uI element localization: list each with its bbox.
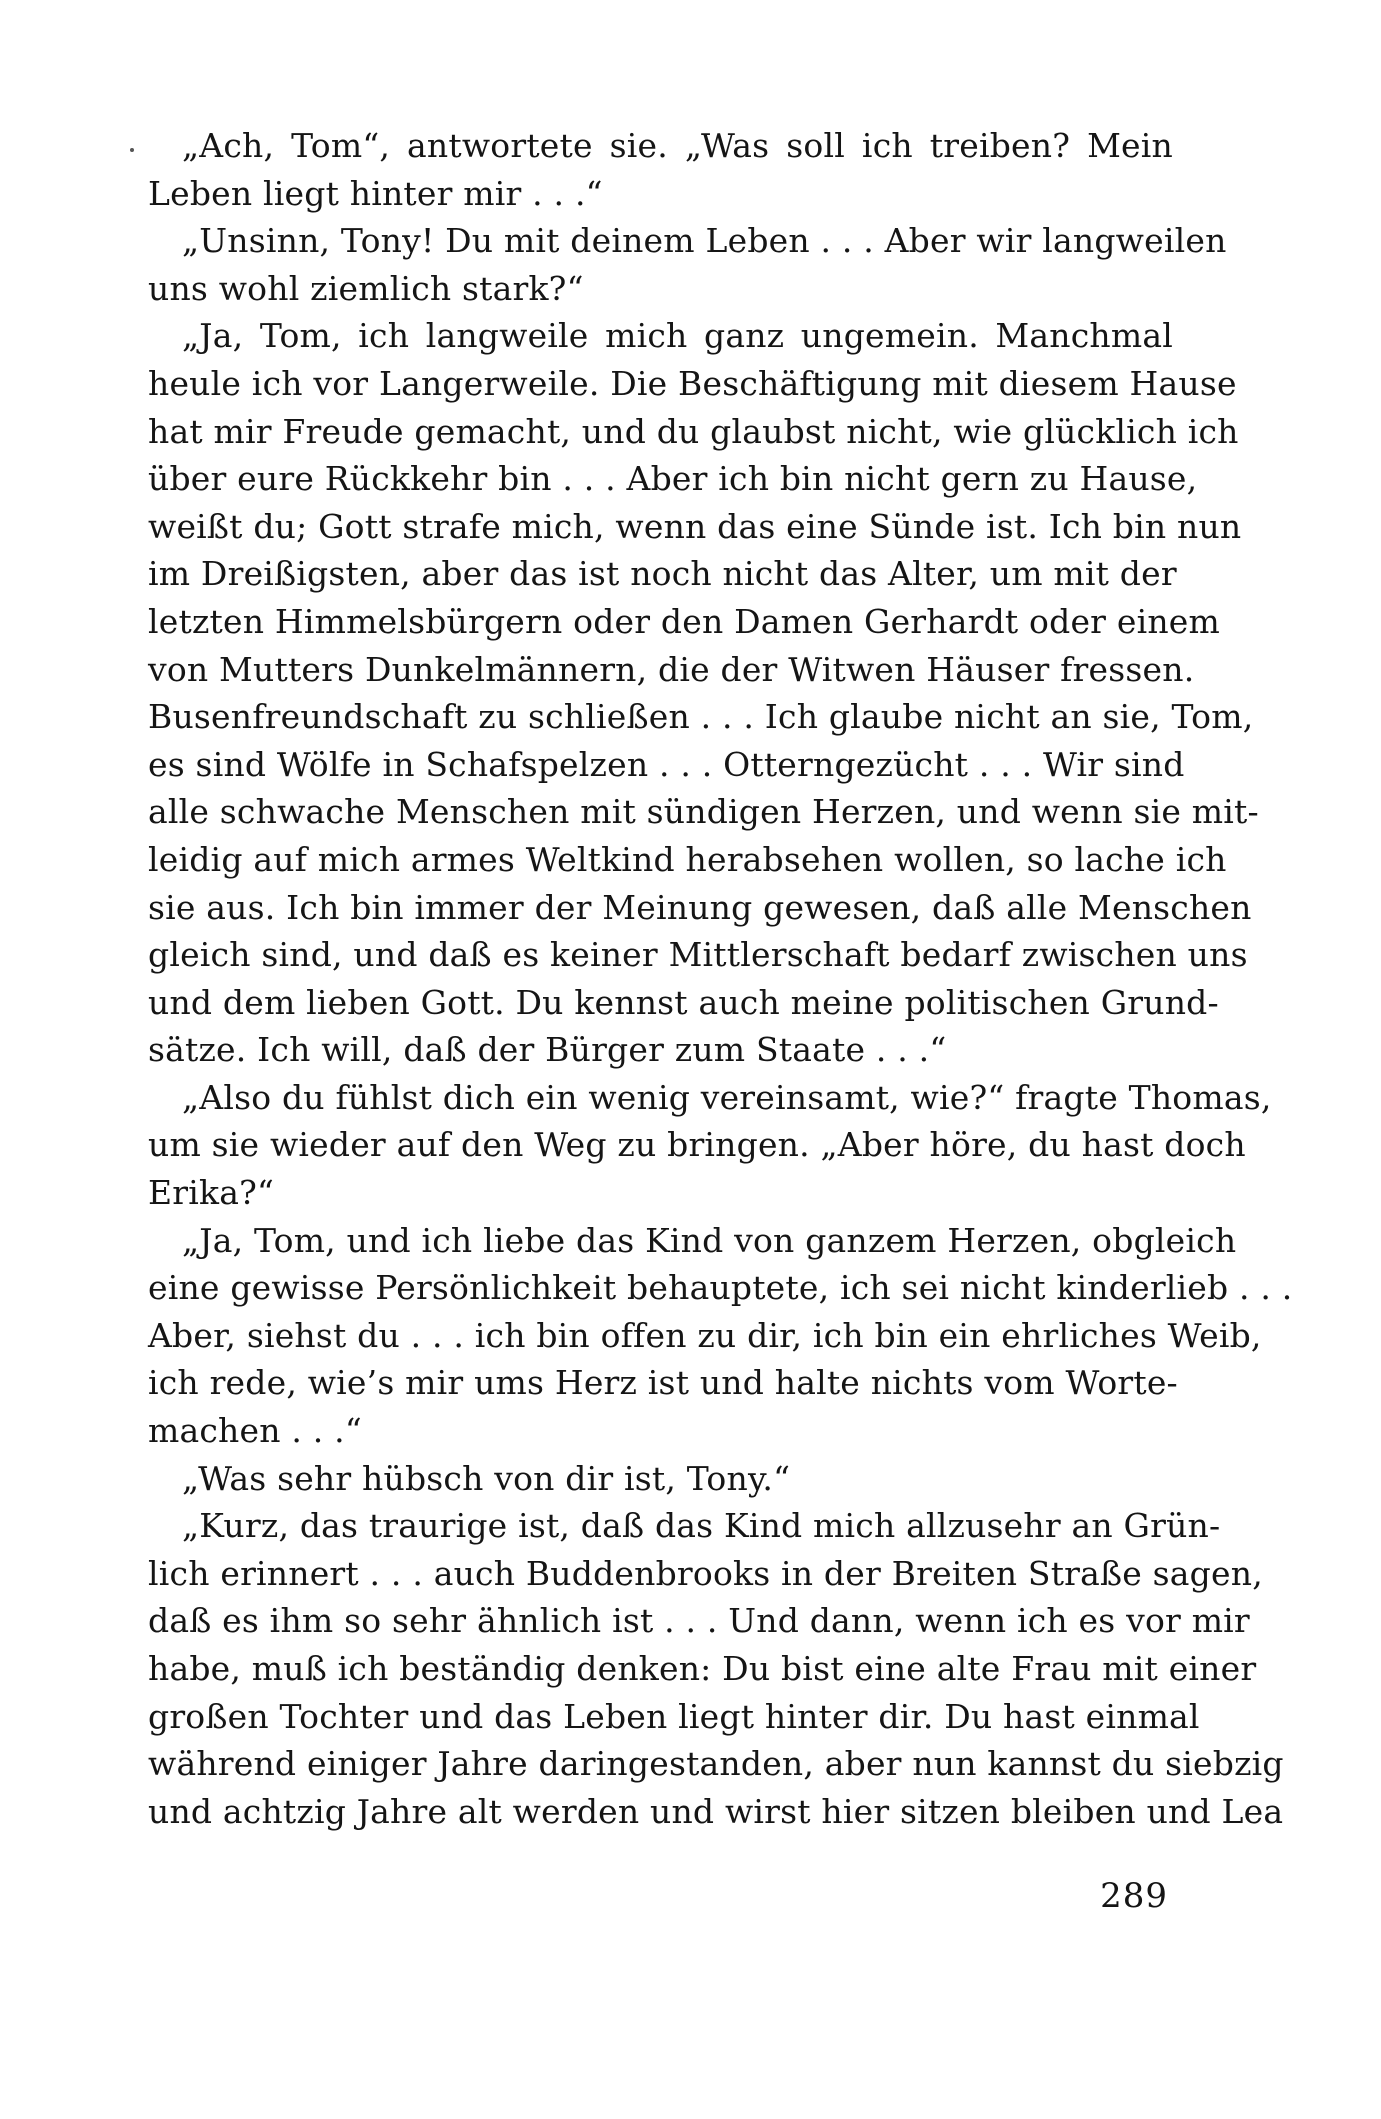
text-line: daß es ihm so sehr ähnlich ist . . . Und dann, wenn ich es vor mir [148,1601,1250,1641]
text-line: machen . . .“ [148,1411,362,1451]
text-line: Aber, siehst du . . . ich bin offen zu dir, ich bin ein ehrliches Weib, [148,1315,1262,1355]
margin-mark [130,148,134,152]
body-text [148,122,1293,1835]
text-line: von Mutters Dunkelmännern, die der Witwen Häuser fressen. [148,649,1195,689]
text-line: sie aus. Ich bin immer der Meinung gewesen, daß alle Menschen [148,887,1252,927]
text-line: Leben liegt hinter mir . . .“ [148,173,603,213]
text-line: über eure Rückkehr bin . . . Aber ich bin nicht gern zu Hause, [148,459,1198,499]
page-number: 289 [1100,1876,1168,1916]
text-line: habe, muß ich beständig denken: Du bist eine alte Frau mit einer [148,1649,1257,1688]
text-line: es sind Wölfe in Schafspelzen . . . Otterngezücht . . . Wir sind [148,744,1185,784]
text-line: leidig auf mich armes Weltkind herabsehen wollen, so lache ich [148,839,1227,879]
text-line: und achtzig Jahre alt werden und wirst hier sitzen bleiben und Lea [148,1791,1284,1831]
text-line: und dem lieben Gott. Du kennst auch meine politischen Grund- [148,982,1219,1022]
text-line: „Ja, Tom, und ich liebe das Kind von ganzem Herzen, obgleich [182,1220,1237,1260]
text-line: „Ach, Tom“, antwortete sie. „Was soll ich treiben? Mein [182,126,1173,165]
text-line: großen Tochter und das Leben liegt hinter dir. Du hast einmal [148,1696,1200,1736]
text-line: „Ja, Tom, ich langweile mich ganz ungemein. Manchmal [182,316,1173,356]
text-line: „Kurz, das traurige ist, daß das Kind mich allzusehr an Grün- [182,1506,1221,1546]
text-line: heule ich vor Langerweile. Die Beschäftigung mit diesem Hause [148,363,1237,403]
text-line: weißt du; Gott strafe mich, wenn das eine Sünde ist. Ich bin nun [148,506,1242,546]
text-line: „Also du fühlst dich ein wenig vereinsamt, wie?“ fragte Thomas, [182,1077,1272,1117]
text-line: ich rede, wie’s mir ums Herz ist und halte nichts vom Worte- [148,1363,1178,1403]
text-line: im Dreißigsten, aber das ist noch nicht das Alter, um mit der [148,554,1177,594]
text-line: alle schwache Menschen mit sündigen Herzen, und wenn sie mit- [148,792,1259,832]
text-line: lich erinnert . . . auch Buddenbrooks in der Breiten Straße sagen, [148,1553,1263,1593]
text-line: während einiger Jahre daringestanden, aber nun kannst du siebzig [148,1744,1284,1784]
text-line: „Was sehr hübsch von dir ist, Tony.“ [182,1458,791,1498]
text-line: letzten Himmelsbürgern oder den Damen Gerhardt oder einem [148,601,1220,641]
text-line: gleich sind, und daß es keiner Mittlerschaft bedarf zwischen uns [148,935,1248,975]
text-line: um sie wieder auf den Weg zu bringen. „Aber höre, du hast doch [148,1125,1246,1165]
text-line: eine gewisse Persönlichkeit behauptete, ich sei nicht kinderlieb . . . [148,1268,1293,1308]
text-line: uns wohl ziemlich stark?“ [148,268,584,308]
text-line: „Unsinn, Tony! Du mit deinem Leben . . . Aber wir langweilen [182,221,1227,261]
text-line: hat mir Freude gemacht, und du glaubst nicht, wie glücklich ich [148,411,1239,451]
text-line: Busenfreundschaft zu schließen . . . Ich glaube nicht an sie, Tom, [148,697,1254,737]
text-line: sätze. Ich will, daß der Bürger zum Staate . . .“ [148,1030,947,1070]
text-line: Erika?“ [148,1173,275,1213]
